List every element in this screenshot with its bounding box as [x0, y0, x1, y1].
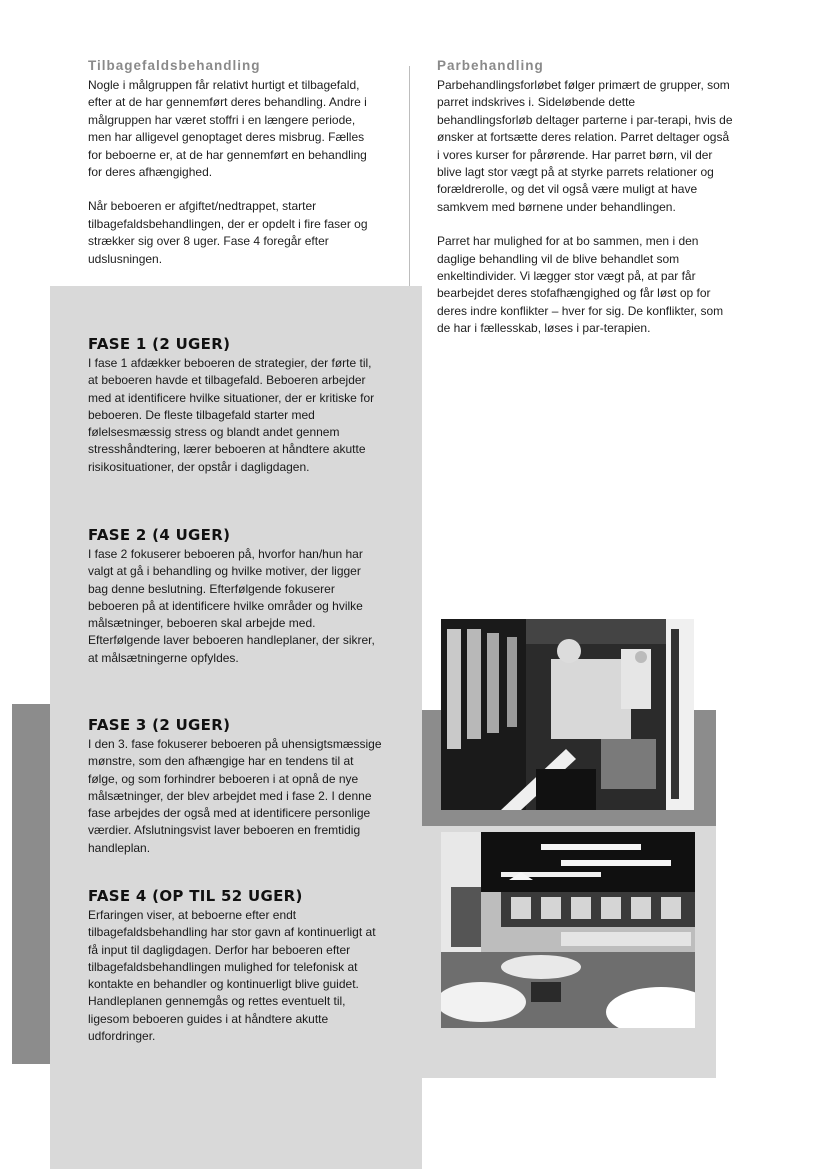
- phase-3-text: I den 3. fase fokuserer beboeren på uhensigtsmæssige mønstre, som den afhængige har en tendens til at følge, og som forhindrer beboeren i at opnå de nye målsætninger, der blev arbejdet med i fase 2. I denne fase arbejdes der også med at identificere personlige værdier. Afslutningsvist laver beboeren en fremtidig handleplan.: [88, 737, 382, 855]
- interior-photo-2: [441, 832, 695, 1028]
- right-paragraph-2: Parret har mulighed for at bo sammen, men i den daglige behandling vil de blive behandlet som enkeltindivider. Vi lægger stor vægt på, at par får bearbejdet deres stofafhængighed og får løst op for deres indre konflikter – hver for sig. De konflikter, som de har i fællesskab, løses i par-terapien.: [437, 234, 724, 336]
- section-title-parbehandling: Parbehandling: [437, 58, 544, 73]
- left-column: [88, 58, 380, 268]
- phase-2-text-2: Efterfølgende laver beboeren handleplaner, der sikrer, at målsætningerne opfyldes.: [88, 633, 375, 665]
- phase-4: [88, 887, 384, 1045]
- right-paragraph-1: Parbehandlingsforløbet følger primært de grupper, som parret indskrives i. Sideløbende dette behandlingsforløb deltager parterne i par-terapi, hvis de ønsker at fortsætte deres relation. Parret deltager også i vores kurser for pårørende. Har parret børn, vil der blive lagt stor vægt på at styrke parrets relationer og forældrerolle, og det vil også være muligt at have samkvem med børnene under behandlingen.: [437, 78, 733, 214]
- phase-2-text: I fase 2 fokuserer beboeren på, hvorfor han/hun har valgt at gå i behandling og hvilke motiver, der ligger bag denne beslutning. Efterfølgende fokuserer beboeren på at identificere hvilke områder og hvilke målsætninger, beboeren skal arbejde med.: [88, 547, 363, 631]
- phase-2: [88, 526, 382, 667]
- left-paragraph-1: Nogle i målgruppen får relativt hurtigt et tilbagefald, efter at de har gennemført deres behandling. Andre i målgruppen har været stoffri i en længere periode, men har alligevel genoptaget deres misbrug. Fælles for beboerne er, at de har gennemført en behandling for deres afhængighed.: [88, 78, 367, 180]
- phase-4-title: FASE 4 (OP TIL 52 UGER): [88, 887, 303, 905]
- column-divider: [409, 66, 410, 286]
- phase-3: [88, 716, 382, 857]
- phase-1-title: FASE 1 (2 UGER): [88, 335, 231, 353]
- left-dark-band: [12, 704, 50, 1064]
- phase-4-text: Erfaringen viser, at beboerne efter endt tilbagefaldsbehandling har stor gavn af kontinuerligt at få input til dagligdagen. Derfor har beboeren efter tilbagefaldsbehandlingen mulighed for telefonisk at kontakte en behandler og kontinuerligt blive guidet. Handleplanen gennemgås og rettes eventuelt til, ligesom beboeren guides i at håndtere akutte udfordringer.: [88, 908, 376, 1044]
- interior-photo-1: [441, 619, 694, 810]
- section-title-tilbagefald: Tilbagefaldsbehandling: [88, 58, 261, 73]
- phase-2-title: FASE 2 (4 UGER): [88, 526, 231, 544]
- left-paragraph-2: Når beboeren er afgiftet/nedtrappet, starter tilbagefaldsbehandlingen, der er opdelt i fire faser og strækker sig over 8 uger. Fase 4 foregår efter udslusningen.: [88, 199, 368, 266]
- phase-3-title: FASE 3 (2 UGER): [88, 716, 231, 734]
- phase-1: [88, 335, 382, 476]
- phase-1-text: I fase 1 afdækker beboeren de strategier, der førte til, at beboeren havde et tilbagefald. Beboeren arbejder med at identificere hvilke situationer, der er kritiske for beboeren. De fleste tilbagefald starter med følelsesmæssig stress og blandt andet gennem stresshåndtering, lærer beboeren at håndtere akutte risikosituationer, der opstår i dagligdagen.: [88, 356, 375, 474]
- right-column: [437, 58, 733, 338]
